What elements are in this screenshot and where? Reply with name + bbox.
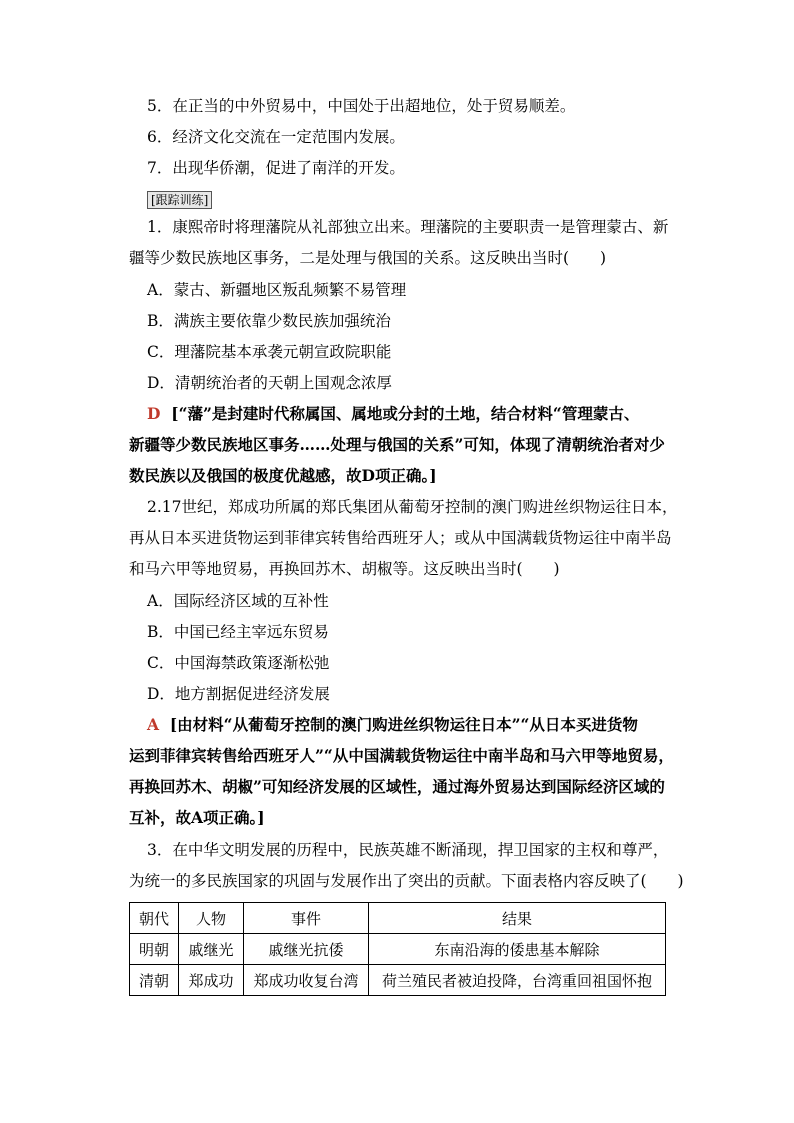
point-5: 5．在正当的中外贸易中，中国处于出超地位，处于贸易顺差。 [147, 97, 576, 115]
table-cell: 戚继光抗倭 [244, 934, 369, 965]
q1-stem-line-1: 1．康熙帝时将理藩院从礼部独立出来。理藩院的主要职责一是管理蒙古、新 [147, 218, 669, 236]
q3-table [129, 902, 666, 996]
table-cell: 东南沿海的倭患基本解除 [369, 934, 666, 965]
table-header-cell: 人物 [179, 903, 244, 934]
table-row [130, 965, 666, 996]
table-cell: 郑成功 [179, 965, 244, 996]
table-header-row [130, 903, 666, 934]
q1-option-c: C．理藩院基本承袭元朝宣政院职能 [147, 343, 392, 361]
table-header-cell: 事件 [244, 903, 369, 934]
q2-option-a: A．国际经济区域的互补性 [147, 592, 329, 610]
q2-option-d: D．地方割据促进经济发展 [147, 685, 330, 703]
table-header-cell: 结果 [369, 903, 666, 934]
q2-explanation-line-4: 互补，故A项正确。] [129, 808, 265, 827]
q2-answer: A [147, 715, 160, 734]
q1-explanation-line-3: 数民族以及俄国的极度优越感，故D项正确。] [129, 466, 437, 485]
point-7: 7．出现华侨潮，促进了南洋的开发。 [147, 159, 405, 177]
q2-stem-line-3: 和马六甲等地贸易，再换回苏木、胡椒等。这反映出当时( ) [129, 560, 560, 578]
q1-answer: D [147, 404, 161, 423]
table-row [130, 934, 666, 965]
table-header-cell: 朝代 [130, 903, 179, 934]
q2-option-b: B．中国已经主宰远东贸易 [147, 623, 329, 641]
table-cell: 戚继光 [179, 934, 244, 965]
table-cell: 清朝 [130, 965, 179, 996]
q1-explanation-line-1: D [“藩”是封建时代称属国、属地或分封的土地，结合材料“管理蒙古、 [147, 404, 640, 423]
q1-option-d: D．清朝统治者的天朝上国观念浓厚 [147, 374, 392, 392]
table-cell: 郑成功收复台湾 [244, 965, 369, 996]
section-tag: [跟踪训练] [147, 191, 212, 209]
q2-explanation-line-3: 再换回苏木、胡椒”可知经济发展的区域性，通过海外贸易达到国际经济区域的 [129, 777, 665, 796]
point-6: 6．经济文化交流在一定范围内发展。 [147, 128, 405, 146]
q3-stem-line-1: 3．在中华文明发展的历程中，民族英雄不断涌现，捍卫国家的主权和尊严， [147, 841, 669, 859]
q1-stem-line-2: 疆等少数民族地区事务，二是处理与俄国的关系。这反映出当时( ) [129, 249, 607, 267]
table-cell: 明朝 [130, 934, 179, 965]
q3-stem-line-2: 为统一的多民族国家的巩固与发展作出了突出的贡献。下面表格内容反映了( ) [129, 872, 684, 890]
q1-option-b: B．满族主要依靠少数民族加强统治 [147, 312, 391, 330]
q2-stem-line-1: 2.17世纪，郑成功所属的郑氏集团从葡萄牙控制的澳门购进丝织物运往日本， [147, 498, 678, 516]
q2-option-c: C．中国海禁政策逐渐松弛 [147, 654, 330, 672]
q1-explanation-line-2: 新疆等少数民族地区事务……处理与俄国的关系”可知，体现了清朝统治者对少 [129, 435, 665, 454]
table-cell: 荷兰殖民者被迫投降，台湾重回祖国怀抱 [369, 965, 666, 996]
q2-stem-line-2: 再从日本买进货物运到菲律宾转售给西班牙人；或从中国满载货物运往中南半岛 [129, 529, 672, 547]
q1-option-a: A．蒙古、新疆地区叛乱频繁不易管理 [147, 281, 407, 299]
q2-explanation-line-2: 运到菲律宾转售给西班牙人”“从中国满载货物运往中南半岛和马六甲等地贸易， [129, 746, 674, 765]
q2-explanation-line-1: A [由材料“从葡萄牙控制的澳门购进丝织物运往日本”“从日本买进货物 [147, 715, 638, 734]
